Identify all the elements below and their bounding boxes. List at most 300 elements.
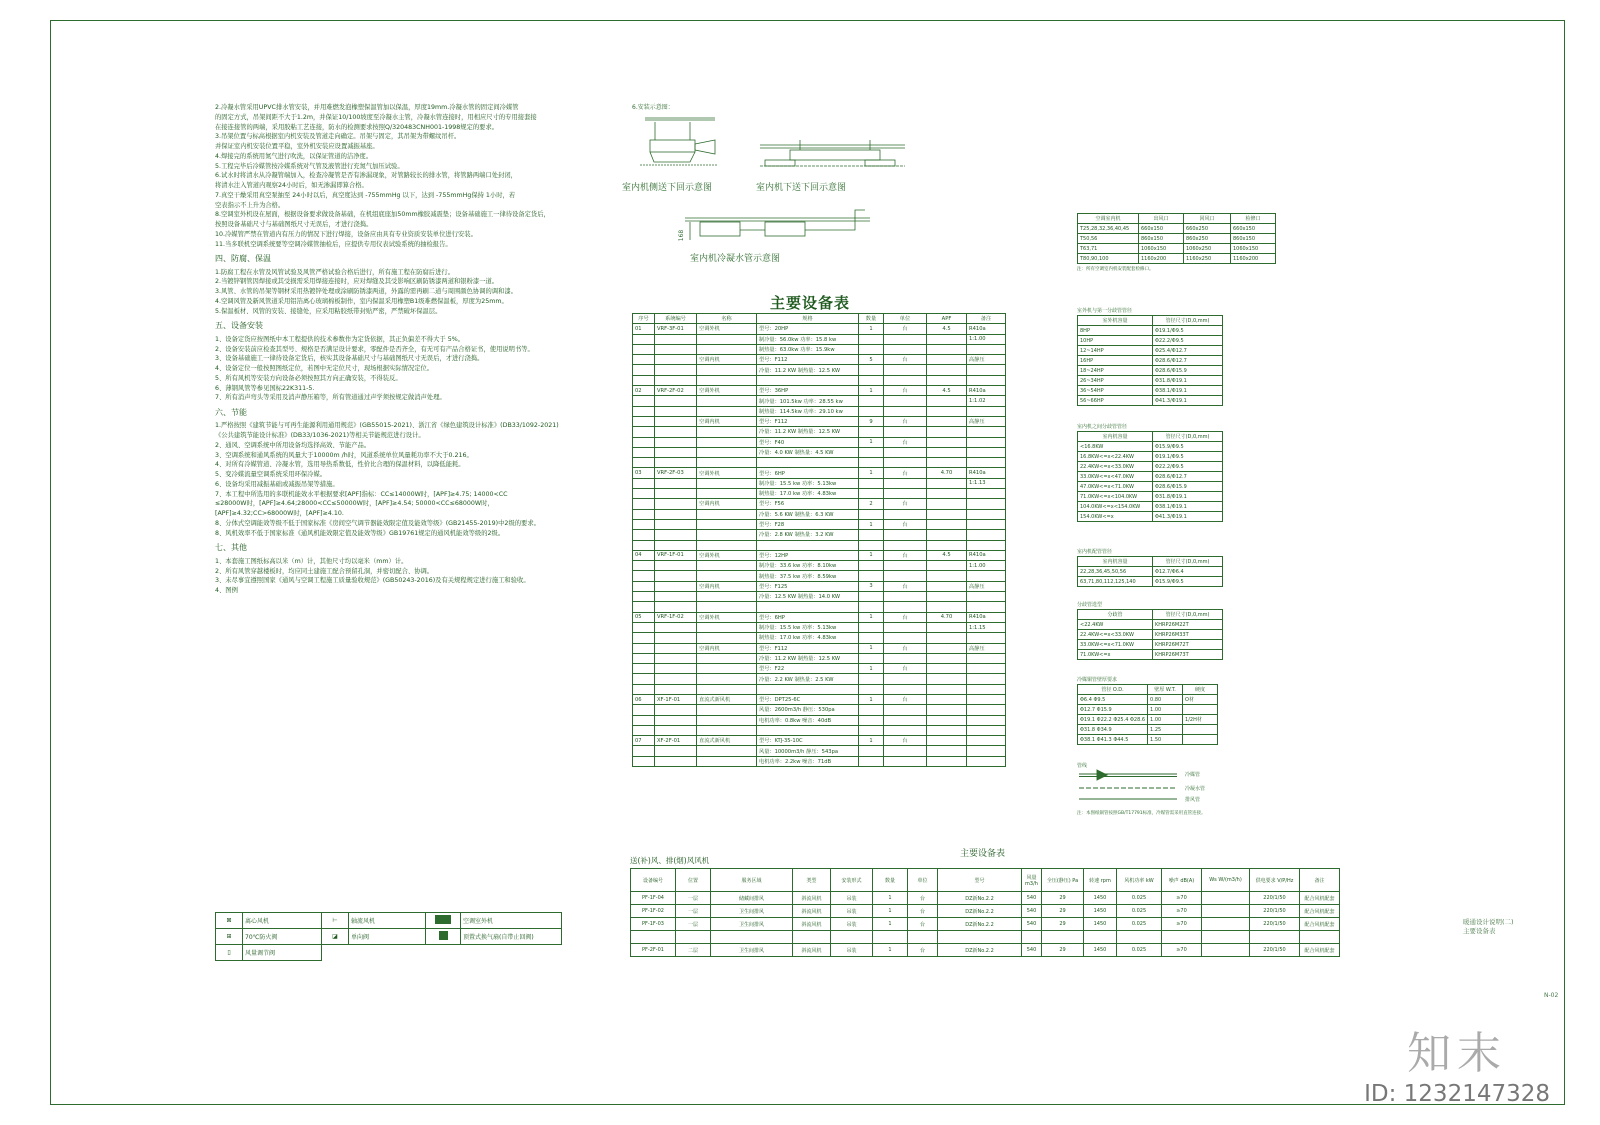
equip-cell: 制热量：63.0kw 功率：15.9kw xyxy=(757,344,859,354)
page-number: N-02 xyxy=(1544,992,1559,999)
equip-cell xyxy=(655,478,697,488)
equip-cell xyxy=(633,416,655,426)
note-line: 7、本工程中所选用的多联机能效水平根据要求[APF]指标：CC≤14000W时，[APF]≥4.75; 14000<CC xyxy=(215,490,508,498)
equip-cell: VRF-2F-02 xyxy=(655,386,697,396)
equip-cell xyxy=(967,447,1006,457)
fan-header-cell: 类型 xyxy=(793,869,831,892)
equip-cell: 台 xyxy=(884,468,927,478)
ref-cell: Φ19.1/Φ9.5 xyxy=(1153,452,1223,462)
equip-row xyxy=(633,437,1006,447)
fan-cell: 1450 xyxy=(1084,905,1117,918)
equip-cell xyxy=(884,725,927,735)
equip-cell: 台 xyxy=(884,324,927,334)
equip-cell: 冷量：5.6 KW 制热量：6.3 KW xyxy=(757,509,859,519)
equip-cell: 型号：F40 xyxy=(757,437,859,447)
ref-row xyxy=(1078,630,1223,640)
note-line: 2.冷凝水管采用UPVC排水管安装，并用难燃发泡橡塑保温管加以保温，厚度19mm.冷凝水管的固定间冷媒管 xyxy=(215,104,519,111)
equip-cell xyxy=(859,715,884,725)
ref-cell: T63,71 xyxy=(1078,244,1139,254)
equip-cell xyxy=(633,375,655,385)
fan-cell: DZ新No.2.2 xyxy=(938,892,1022,905)
legend-label: 空调室外机 xyxy=(461,913,562,929)
fan-cell: 29 xyxy=(1042,944,1084,957)
fan-cell xyxy=(711,931,793,944)
equip-header-cell: 名称 xyxy=(697,314,757,324)
fan-cell: 0.025 xyxy=(1117,944,1162,957)
legend-label: 风量调节阀 xyxy=(243,945,322,961)
fan-cell xyxy=(631,931,676,944)
ref-row xyxy=(1078,620,1223,630)
equip-cell xyxy=(633,602,655,612)
equip-cell xyxy=(927,684,967,694)
equip-cell xyxy=(967,715,1006,725)
note-line: [APF]≥4.32;CC>68000W时，[APF]≥4.10. xyxy=(215,510,344,518)
ref-header-row xyxy=(1078,557,1223,567)
equip-cell: 台 xyxy=(884,355,927,365)
fan-cell: 540 xyxy=(1022,944,1042,957)
equip-cell xyxy=(697,447,757,457)
equip-cell xyxy=(859,622,884,632)
ref-cell: 0.80 xyxy=(1148,695,1183,705)
equip-cell xyxy=(655,344,697,354)
fan-cell: 29 xyxy=(1042,892,1084,905)
fan-cell xyxy=(1300,931,1340,944)
equip-cell xyxy=(633,489,655,499)
equip-cell xyxy=(927,694,967,704)
equip-cell: 06 xyxy=(633,694,655,704)
equip-cell: 制冷量：15.5 kw 功率：5.13kw xyxy=(757,622,859,632)
note-line: 10.冷媒管严禁在管道内有压力的情况下进行焊接，设备应由具有专业资质安装单位进行安装。 xyxy=(215,230,477,238)
equip-cell xyxy=(655,406,697,416)
equip-cell xyxy=(655,653,697,663)
ref-header-row xyxy=(1078,610,1223,620)
equip-cell xyxy=(633,643,655,653)
equip-cell xyxy=(884,365,927,375)
equip-cell: 制冷量：101.5kw 功率：28.55 kw xyxy=(757,396,859,406)
check-valve-symbol: ◪ xyxy=(322,929,349,945)
equip-cell xyxy=(655,622,697,632)
equip-cell: 1 xyxy=(859,612,884,622)
equip-cell xyxy=(927,540,967,550)
equip-cell xyxy=(633,355,655,365)
equip-cell: 空调内机 xyxy=(697,643,757,653)
fan-cell: 一层 xyxy=(676,892,711,905)
equip-cell xyxy=(859,602,884,612)
equip-cell xyxy=(697,375,757,385)
sheet-title: 暖通设计说明(二) xyxy=(1463,918,1514,926)
ref-cell: 860x150 xyxy=(1231,234,1276,244)
section-heading: 七、其他 xyxy=(215,543,247,553)
fan-header-cell: 噪声 dB(A) xyxy=(1162,869,1202,892)
fan-cell xyxy=(873,931,908,944)
equip-cell: 冷量：2.8 KW 制热量：3.2 KW xyxy=(757,530,859,540)
ref-header-row xyxy=(1078,685,1218,695)
ref-row xyxy=(1078,386,1223,396)
equip-cell xyxy=(633,664,655,674)
side-return-caption: 室内机侧送下回示意图 xyxy=(622,183,713,193)
pipe-c-table xyxy=(1077,556,1223,587)
ref-row xyxy=(1078,366,1223,376)
ref-header-row xyxy=(1078,316,1223,326)
ref-cell: 10HP xyxy=(1078,336,1153,346)
equip-cell xyxy=(927,592,967,602)
equip-cell xyxy=(655,715,697,725)
ref-row xyxy=(1078,492,1223,502)
equip-cell: 制冷量：15.5 kw 功率：5.13kw xyxy=(757,478,859,488)
equip-cell xyxy=(927,427,967,437)
equip-row xyxy=(633,365,1006,375)
note-line: 《公共建筑节能设计标准》(DB33/1036-2021)等相关节能规范进行设计。 xyxy=(215,432,425,440)
equip-cell xyxy=(884,756,927,766)
equip-cell: 型号：F22 xyxy=(757,664,859,674)
fan-cell: 0.025 xyxy=(1117,918,1162,931)
note-line: 并保证室内机安装位置平稳，室外机安装应设置减振基座。 xyxy=(215,143,379,150)
equip-cell: 型号：20HP xyxy=(757,324,859,334)
equip-cell xyxy=(697,334,757,344)
note-line: 1.严格按照《建筑节能与可再生能源利用通用规范》(GB55015-2021)、浙江省《绿色建筑设计标准》(DB33/1092-2021) xyxy=(215,422,559,430)
ref-cell: 1060x150 xyxy=(1231,244,1276,254)
install-diagrams-heading: 6.安装示意图： xyxy=(632,104,674,111)
ref-cell: KHRP26M72T xyxy=(1153,640,1223,650)
equip-cell xyxy=(859,365,884,375)
equip-cell xyxy=(655,437,697,447)
equip-cell xyxy=(967,571,1006,581)
equip-cell xyxy=(655,592,697,602)
equip-cell: 空调内机 xyxy=(697,499,757,509)
ref-row xyxy=(1078,346,1223,356)
title-block xyxy=(1463,918,1514,936)
equip-cell xyxy=(633,365,655,375)
equip-row xyxy=(633,756,1006,766)
ref-header-row xyxy=(1078,432,1223,442)
equip-cell xyxy=(655,334,697,344)
equip-cell: 03 xyxy=(633,468,655,478)
equip-cell xyxy=(633,725,655,735)
note-line: 6、薄钢风管等参见国标22K311-5. xyxy=(215,384,315,392)
fan-cell: 220/1/50 xyxy=(1250,944,1300,957)
equip-cell xyxy=(757,540,859,550)
equip-cell: 台 xyxy=(884,736,927,746)
equip-cell: 冷量：11.2 KW 制热量：12.5 KW xyxy=(757,427,859,437)
equip-cell xyxy=(633,674,655,684)
fan-cell: 1450 xyxy=(1084,944,1117,957)
fan-cell xyxy=(1202,944,1250,957)
equip-cell xyxy=(967,458,1006,468)
ref-row xyxy=(1078,452,1223,462)
equip-cell xyxy=(884,715,927,725)
equip-cell xyxy=(884,540,927,550)
fan-header-cell: 数量 xyxy=(873,869,908,892)
equip-cell xyxy=(697,571,757,581)
equip-cell xyxy=(884,622,927,632)
note-line: 空表指示不上升为合格。 xyxy=(215,201,285,209)
equip-cell xyxy=(967,664,1006,674)
ref-row xyxy=(1078,472,1223,482)
equip-cell: 台 xyxy=(884,550,927,560)
equip-cell xyxy=(884,530,927,540)
ref-cell: Φ28.6/Φ15.9 xyxy=(1153,366,1223,376)
equip-cell xyxy=(927,674,967,684)
equip-row xyxy=(633,592,1006,602)
ref-cell: 16HP xyxy=(1078,356,1153,366)
equip-cell xyxy=(697,478,757,488)
equip-cell xyxy=(655,746,697,756)
equip-cell xyxy=(927,365,967,375)
equip-cell xyxy=(967,406,1006,416)
equip-cell xyxy=(967,509,1006,519)
equip-cell xyxy=(967,725,1006,735)
legend-label: 轴流风机 xyxy=(349,913,426,929)
equip-cell: XF-2F-01 xyxy=(655,736,697,746)
fan-header-cell: 设备编号 xyxy=(631,869,676,892)
note-line: 4.焊接完的系统用氮气进行吹洗，以保证管道的洁净度。 xyxy=(215,152,373,160)
equip-cell xyxy=(967,540,1006,550)
ceiling-fan-symbol xyxy=(426,929,461,945)
watermark xyxy=(1364,1017,1550,1107)
note-line: 3.吊架位置与标高根据室内机安装及管道走向确定。吊架与固定，其吊架为带螺纹吊杆。 xyxy=(215,133,461,141)
equip-cell: 冷量：11.2 KW 制热量：12.5 KW xyxy=(757,653,859,663)
equip-cell xyxy=(633,622,655,632)
note-line: 5、所有风机等安装方向设备必须按照其方向正确安装，不得装反。 xyxy=(215,374,402,382)
equip-cell xyxy=(633,756,655,766)
equip-cell: 型号：12HP xyxy=(757,550,859,560)
fan-header-cell: 供电要求 V/P/Hz xyxy=(1250,869,1300,892)
fan-header-cell: 服务区域 xyxy=(711,869,793,892)
equip-cell: 空调外机 xyxy=(697,612,757,622)
equip-cell xyxy=(655,643,697,653)
ref-cell: 1.00 xyxy=(1148,715,1183,725)
equip-cell xyxy=(655,674,697,684)
equip-cell: 制热量：114.5kw 功率：29.10 kw xyxy=(757,406,859,416)
volume-damper-symbol: ▯ xyxy=(216,945,243,961)
equip-row xyxy=(633,705,1006,715)
fan-cell: ≥70 xyxy=(1162,892,1202,905)
equip-cell xyxy=(697,592,757,602)
fan-cell: 1 xyxy=(873,918,908,931)
ref-cell: Φ41.3/Φ19.1 xyxy=(1153,512,1223,522)
equip-cell: 1 xyxy=(859,386,884,396)
equip-row xyxy=(633,674,1006,684)
equip-cell xyxy=(859,458,884,468)
ref-cell: 154.0KW<=x xyxy=(1078,512,1153,522)
watermark-brand: 知末 xyxy=(1407,1028,1508,1079)
ref-cell: 33.0KW<=x<47.0KW xyxy=(1078,472,1153,482)
equip-cell xyxy=(927,725,967,735)
equip-cell xyxy=(697,622,757,632)
equip-cell xyxy=(859,561,884,571)
fan-cell: 卫生间排风 xyxy=(711,944,793,957)
fan-cell: 卫生间排风 xyxy=(711,905,793,918)
fan-cell xyxy=(938,931,1022,944)
note-line: 1、设备定货应按图纸中本工程提供的技术参数作为定货依据，其正负偏差不得大于 5%。 xyxy=(215,335,464,343)
ref-cell: Φ28.6/Φ12.7 xyxy=(1153,472,1223,482)
equip-cell: R410a xyxy=(967,324,1006,334)
equip-row xyxy=(633,653,1006,663)
pipe-b-table xyxy=(1077,431,1223,522)
ref-cell xyxy=(1183,705,1218,715)
equip-cell xyxy=(655,427,697,437)
equip-cell xyxy=(633,509,655,519)
equip-cell xyxy=(884,571,927,581)
equip-row xyxy=(633,736,1006,746)
equip-cell xyxy=(633,334,655,344)
equip-cell: 1 xyxy=(859,519,884,529)
fan-cell: 540 xyxy=(1022,905,1042,918)
ref-cell xyxy=(1183,725,1218,735)
equip-cell xyxy=(633,715,655,725)
fan-cell: 台 xyxy=(908,905,938,918)
equip-cell xyxy=(633,705,655,715)
equip-cell xyxy=(633,519,655,529)
note-line: 4.空调风管及新风管道采用铝箔离心玻璃棉板制作，室内保温采用橡塑B1级难燃保温板，厚度为25mm。 xyxy=(215,297,508,305)
equip-cell xyxy=(697,561,757,571)
fan-cell: 吊装 xyxy=(831,905,873,918)
equip-cell xyxy=(967,437,1006,447)
fan-cell: DZ新No.2.2 xyxy=(938,918,1022,931)
equip-cell xyxy=(884,447,927,457)
equip-cell: 1 xyxy=(859,694,884,704)
watermark-id: ID: 1232147328 xyxy=(1364,1081,1550,1107)
equip-cell xyxy=(967,633,1006,643)
equip-cell xyxy=(927,736,967,746)
pipe-note: 注：本图纸铜管按照GB/T17791标准，冷媒管需采用直管连接。 xyxy=(1077,811,1206,816)
ref-cell: KHRP26M73T xyxy=(1153,650,1223,660)
equip-cell xyxy=(655,530,697,540)
fan-cell: 配合风机配套 xyxy=(1300,918,1340,931)
equip-cell: 高静压 xyxy=(967,643,1006,653)
equip-cell xyxy=(655,756,697,766)
equip-cell xyxy=(655,519,697,529)
equip-cell: 高静压 xyxy=(967,416,1006,426)
equip-row xyxy=(633,478,1006,488)
equip-row xyxy=(633,334,1006,344)
equip-cell xyxy=(655,633,697,643)
equip-cell xyxy=(757,684,859,694)
fan-cell xyxy=(1202,918,1250,931)
ref-header-cell: 室内机容量 xyxy=(1078,432,1153,442)
fan-cell xyxy=(1042,931,1084,944)
ref-cell: 22.4KW<=x<33.0KW xyxy=(1078,462,1153,472)
fan-cell: 1450 xyxy=(1084,918,1117,931)
equip-cell xyxy=(884,375,927,385)
fan-cell: 一层 xyxy=(676,905,711,918)
ref-cell: 56~66HP xyxy=(1078,396,1153,406)
equip-cell xyxy=(927,406,967,416)
equip-cell: 制冷量：33.6 kw 功率：8.10kw xyxy=(757,561,859,571)
note-line: 4、对所有冷媒管道、冷凝水管，选用导热系数低，性价比合理的保温材料，以降低能耗。 xyxy=(215,461,465,469)
section-heading: 六、节能 xyxy=(215,408,247,418)
equip-cell xyxy=(697,756,757,766)
outdoor-unit-symbol xyxy=(426,913,461,929)
equip-cell: 台 xyxy=(884,664,927,674)
ref-cell: 1.00 xyxy=(1148,705,1183,715)
pipe-e-title: 冷媒铜管壁厚要求 xyxy=(1077,677,1118,683)
ref-header-cell: 管径尺寸(D,0,mm) xyxy=(1153,610,1223,620)
fan-cell: 0.025 xyxy=(1117,905,1162,918)
design-notes xyxy=(215,103,575,596)
ref-cell: 1160x200 xyxy=(1139,254,1184,264)
equip-cell: 台 xyxy=(884,416,927,426)
fan-cell: 斜流风机 xyxy=(793,892,831,905)
equip-cell xyxy=(884,746,927,756)
equip-cell xyxy=(884,684,927,694)
equip-cell: 风量：2600m3/h 静压：530pa xyxy=(757,705,859,715)
note-line: 5、变冷媒流量空调系统采用环保冷媒。 xyxy=(215,471,327,479)
equip-cell xyxy=(697,530,757,540)
equip-cell xyxy=(633,447,655,457)
legend-label: 70℃防火阀 xyxy=(243,929,322,945)
condensate-caption: 室内机冷凝水管示意图 xyxy=(690,254,781,264)
fan-cell: ≥70 xyxy=(1162,918,1202,931)
ref-cell: 1/2H材 xyxy=(1183,715,1218,725)
note-line: 8、风机效率不低于国家标准《通风机能效限定值及能效等级》GB19761规定的通风机能效等级的2级。 xyxy=(215,529,505,537)
equip-cell xyxy=(697,674,757,684)
equip-cell xyxy=(697,653,757,663)
ref-cell: Φ6.4 Φ9.5 xyxy=(1078,695,1148,705)
fan-cell: 斜流风机 xyxy=(793,918,831,931)
equip-row xyxy=(633,344,1006,354)
ref-row xyxy=(1078,567,1223,577)
equip-cell: 1 xyxy=(859,550,884,560)
equip-cell xyxy=(697,427,757,437)
note-line: 2、设备安装前应检查其型号、规格是否满足设计要求，零配件是否齐全，有无可有产品合格证书，使用说明书等。 xyxy=(215,345,534,353)
ref-row xyxy=(1078,705,1218,715)
ref-cell: 660x250 xyxy=(1184,224,1231,234)
ref-header-cell: 管径尺寸(D,0,mm) xyxy=(1153,432,1223,442)
equip-cell xyxy=(927,447,967,457)
equip-row xyxy=(633,509,1006,519)
pipe-c-title: 室内机配管管径 xyxy=(1077,549,1113,555)
unit-size-table xyxy=(1077,213,1276,272)
equip-cell xyxy=(655,571,697,581)
equip-cell xyxy=(967,736,1006,746)
note-line: 6.试水时将清水从冷凝管端加入，检查冷凝管是否有渗漏现象，对管路较长的排水管，将管路两端口处封闭， xyxy=(215,172,517,180)
condensate-pipe-label: 冷凝水管 xyxy=(1185,786,1206,792)
ref-cell: 18~24HP xyxy=(1078,366,1153,376)
equip-row xyxy=(633,694,1006,704)
ref-cell: O材 xyxy=(1183,695,1218,705)
equip-row xyxy=(633,715,1006,725)
equip-cell: 2 xyxy=(859,499,884,509)
fan-cell: PF-1F-04 xyxy=(631,892,676,905)
fan-cell: 斜流风机 xyxy=(793,944,831,957)
equip-cell: 空调外机 xyxy=(697,324,757,334)
equip-cell xyxy=(967,756,1006,766)
ref-cell: 26~34HP xyxy=(1078,376,1153,386)
equip-cell xyxy=(633,592,655,602)
equip-cell xyxy=(633,571,655,581)
equip-header-cell: 序号 xyxy=(633,314,655,324)
equip-cell: VRF-2F-03 xyxy=(655,468,697,478)
equip-cell: 1:1.15 xyxy=(967,622,1006,632)
fan-header-cell: 单位 xyxy=(908,869,938,892)
fan-cell: 29 xyxy=(1042,905,1084,918)
equip-cell xyxy=(859,756,884,766)
section-heading: 五、设备安装 xyxy=(215,321,263,331)
equip-cell xyxy=(697,489,757,499)
ref-row xyxy=(1078,695,1218,705)
note-line: 1.防腐工程在水管及风管试验及风管严格试验合格后进行，所有施工程在防腐后进行。 xyxy=(215,268,454,276)
legend-table xyxy=(215,912,562,961)
fan-header-cell: 转速 rpm xyxy=(1084,869,1117,892)
equip-cell: 1:1.13 xyxy=(967,478,1006,488)
note-line: 3、未尽事宜遵照国家《通风与空调工程施工质量验收规范》(GB50243-2016)及有关规程规定进行施工和验收。 xyxy=(215,577,530,585)
note-line: 8.空调室外机设在屋面，根据设备要求做设备基础，在机组底座加50mm橡胶减震垫；设备基础施工一律待设备定货后， xyxy=(215,211,550,219)
equip-cell xyxy=(655,509,697,519)
fan-cell xyxy=(793,931,831,944)
equip-cell xyxy=(884,509,927,519)
equip-cell xyxy=(927,355,967,365)
